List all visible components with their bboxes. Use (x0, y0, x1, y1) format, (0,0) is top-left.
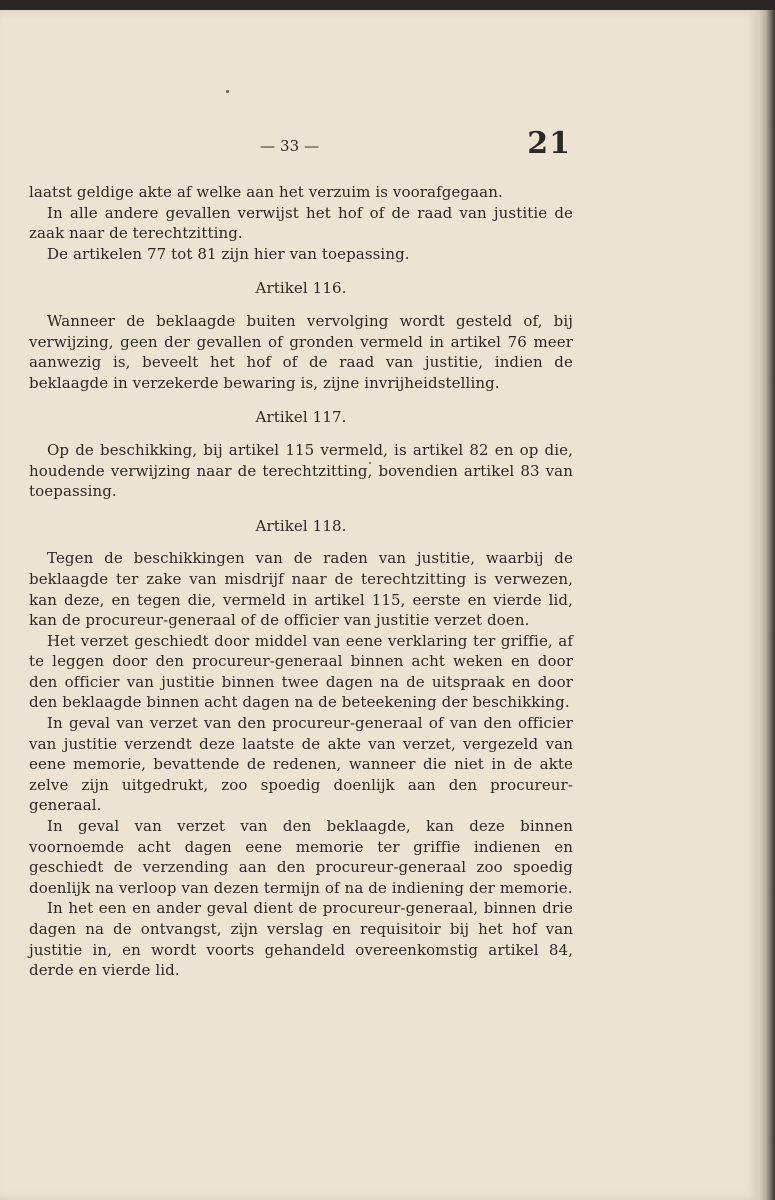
article-118-paragraph: In geval van verzet van den procureur-generaal of van den officier van justitie verzendt deze laatste de akte van verzet, vergezeld van eene memorie, bevattende de redenen, wanneer die niet in de akte zelve zijn uitgedrukt, zoo spoedig doenlijk aan den procureur-generaal. (29, 714, 573, 815)
ink-speck (226, 90, 229, 93)
intro-paragraph: De artikelen 77 tot 81 zijn hier van toepassing. (47, 244, 410, 263)
intro-paragraph: laatst geldige akte af welke aan het verzuim is voorafgegaan. (29, 183, 503, 201)
article-116-paragraph: Wanneer de beklaagde buiten vervolging wordt gesteld of, bij verwijzing, geen der gevallen of gronden vermeld in artikel 76 meer aanwezig is, beveelt het hof of de raad van justitie, indien de beklaagde in verzekerde bewaring is, zijne invrijheidstelling. (29, 311, 573, 392)
page-edge (760, 10, 775, 1200)
inner-page-number: — 33 — (260, 137, 320, 155)
page-header (29, 126, 573, 182)
article-118-paragraph: Het verzet geschiedt door middel van eene verklaring ter griffie, af te leggen door den procureur-generaal binnen acht weken en door den officier van justitie binnen twee dagen na de uitspraak en door den beklaagde binnen acht dagen na de beteekening der beschikking. (29, 631, 573, 712)
article-117-heading: Artikel 117. (255, 408, 347, 427)
article-118-paragraph: In geval van verzet van den beklaagde, kan deze binnen voornoemde acht dagen eene memorie ter griffie indienen en geschiedt de verzending aan den procureur-generaal zoo spoedig doenlijk na verloop van dezen termijn of na de indiening der memorie. (29, 817, 573, 897)
page-number: 21 (527, 126, 571, 161)
article-118-paragraph: In het een en ander geval dient de procureur-generaal, binnen drie dagen na de ontvangst, zijn verslag en requisitoir bij het hof van justitie in, en wordt voorts gehandeld overeenkomstig artikel 84, derde en vierde lid. (29, 899, 573, 980)
article-118-heading: Artikel 118. (255, 516, 347, 535)
article-118-paragraph: Tegen de beschikkingen van de raden van justitie, waarbij de beklaagde ter zake van misdrijf naar de terechtzitting is verwezen, kan deze, en tegen die, vermeld in artikel 115, eerste en vierde lid, kan de procureur-generaal of de officier van justitie verzet doen. (29, 549, 573, 630)
article-116-heading: Artikel 116. (255, 279, 347, 298)
page-content (29, 126, 573, 981)
intro-paragraph: In alle andere gevallen verwijst het hof of de raad van justitie de zaak naar de terechtzitting. (29, 203, 573, 243)
article-117-paragraph: Op de beschikking, bij artikel 115 vermeld, is artikel 82 en op die, houdende verwijzing naar de terechtzitting, bovendien artikel 83 van toepassing. (29, 440, 573, 501)
